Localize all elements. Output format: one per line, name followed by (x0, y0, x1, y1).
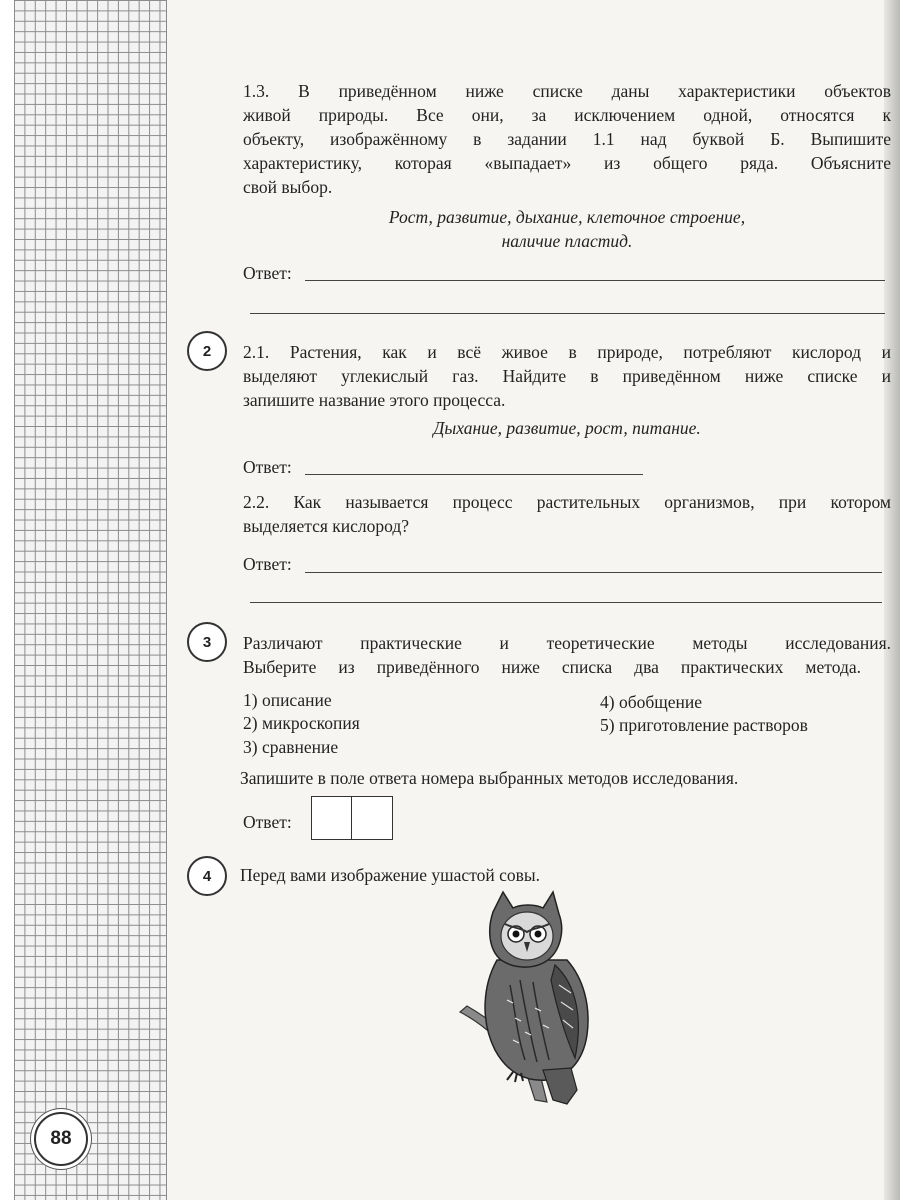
answer-label: Ответ: (243, 263, 292, 283)
page-number: 88 (34, 1112, 88, 1166)
answer-cell-2[interactable] (351, 796, 393, 840)
question-3-line: Выберите из приведённого ниже списка два практических метода. (243, 657, 861, 677)
question-3-line: Различают практические и теоретические методы исследования. (243, 633, 891, 653)
question-1-3-line: характеристику, которая «выпадает» из общего ряда. Объясните (243, 153, 891, 173)
grid-margin (14, 0, 167, 1200)
process-list: Дыхание, развитие, рост, питание. (433, 418, 701, 438)
answer-instruction: Запишите в поле ответа номера выбранных методов исследования. (240, 768, 739, 788)
method-option: 4) обобщение (600, 692, 703, 712)
question-1-3-line: свой выбор. (243, 177, 333, 197)
answer-label: Ответ: (243, 457, 292, 477)
answer-line[interactable] (250, 602, 882, 603)
method-option: 3) сравнение (243, 737, 339, 757)
question-4-text: Перед вами изображение ушастой совы. (240, 865, 541, 885)
answer-line[interactable] (305, 280, 885, 281)
question-2-1-line: выделяют углекислый газ. Найдите в приведённом ниже списке и (243, 366, 891, 386)
answer-cell-1[interactable] (311, 796, 353, 840)
characteristics-list-line: наличие пластид. (501, 231, 633, 251)
page-edge-left (0, 0, 14, 1200)
method-option: 1) описание (243, 690, 332, 710)
question-2-2-line: выделяется кислород? (243, 516, 410, 536)
method-option: 2) микроскопия (243, 713, 360, 733)
question-2-1-line: 2.1. Растения, как и всё живое в природе, потребляют кислород и (243, 342, 891, 362)
answer-line[interactable] (305, 474, 643, 475)
question-1-3-line: 1.3. В приведённом ниже списке даны характеристики объектов (243, 81, 891, 101)
owl-illustration-icon (455, 890, 615, 1110)
answer-label: Ответ: (243, 812, 292, 832)
answer-line[interactable] (250, 313, 885, 314)
question-1-3-line: объекту, изображённому в задании 1.1 над буквой Б. Выпишите (243, 129, 891, 149)
characteristics-list-line: Рост, развитие, дыхание, клеточное строение, (388, 207, 746, 227)
question-2-2-line: 2.2. Как называется процесс растительных организмов, при котором (243, 492, 891, 512)
question-1-3-line: живой природы. Все они, за исключением одной, относятся к (243, 105, 891, 125)
answer-label: Ответ: (243, 554, 292, 574)
method-option: 5) приготовление растворов (600, 715, 808, 735)
task-number-badge: 2 (187, 331, 227, 371)
task-number-badge: 4 (187, 856, 227, 896)
task-number-badge: 3 (187, 622, 227, 662)
answer-line[interactable] (305, 572, 882, 573)
question-2-1-line: запишите название этого процесса. (243, 390, 506, 410)
